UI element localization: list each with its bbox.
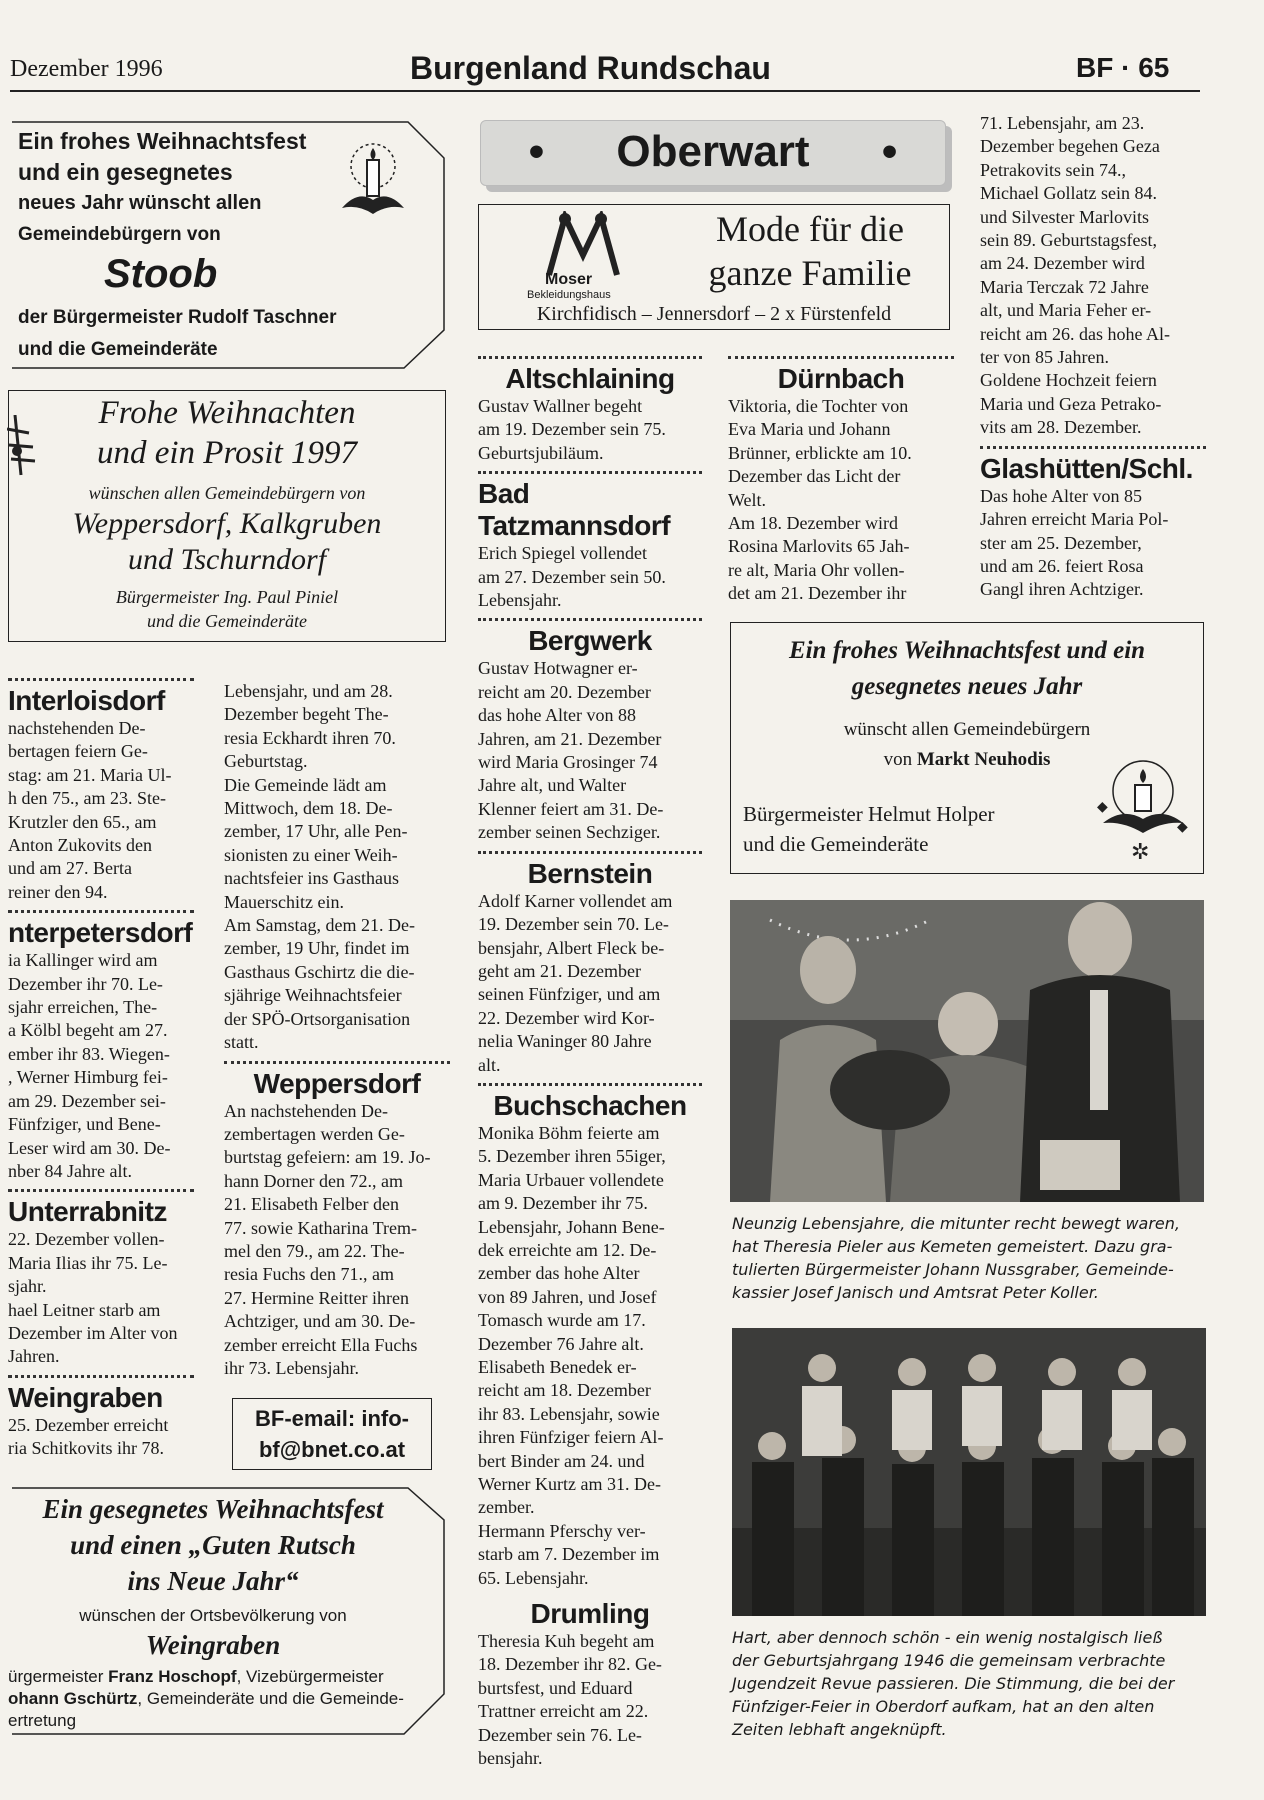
candle-icon — [338, 138, 408, 228]
moser-logo-icon — [545, 211, 621, 279]
divider — [478, 851, 702, 854]
wg-name: ohann Gschürtz — [8, 1689, 138, 1708]
section-body — [478, 1122, 702, 1590]
svg-text:◆: ◆ — [1097, 799, 1108, 815]
moser-headline: Mode für die — [716, 209, 904, 249]
text-line: und Silvester Marlovits — [980, 206, 1149, 227]
text-line: Fünfziger, und Bene- — [8, 1114, 161, 1135]
moser-headline: ganze Familie — [708, 253, 912, 293]
section-heading: Interloisdorf — [8, 685, 165, 716]
divider — [8, 1189, 194, 1192]
wepp-line1: Frohe Weihnachten — [98, 395, 356, 431]
text-line: det am 21. Dezember ihr — [728, 583, 907, 604]
text-line: alt. — [478, 1054, 501, 1075]
column-4 — [728, 356, 954, 606]
stoob-signoff: der Bürgermeister Rudolf Taschner — [18, 307, 337, 328]
stoob-line: Ein frohes Weihnachtsfest — [18, 128, 307, 154]
text-line: Jahre alt, und Walter — [478, 775, 627, 796]
nh-line3: wünscht allen Gemeindebürgern — [843, 719, 1091, 740]
text-line: Jahren, am 21. Dezember — [478, 728, 662, 749]
wepp-line4: Weppersdorf, Kalkgruben — [72, 507, 382, 540]
text-line: Lebensjahr, Johann Bene- — [478, 1216, 665, 1237]
stoob-line: Gemeindebürgern von — [18, 224, 221, 245]
wg-name: Franz Hoschopf — [108, 1667, 237, 1686]
text-line: Lebensjahr. — [478, 590, 562, 611]
text-line: Dezember im Alter von — [8, 1322, 178, 1343]
email-box — [232, 1398, 432, 1470]
nh-town: Markt Neuhodis — [916, 749, 1051, 770]
page-number: BF · 65 — [1076, 52, 1170, 83]
header-date: Dezember 1996 — [10, 56, 163, 82]
text-line: Dezember 76 Jahre alt. — [478, 1333, 644, 1354]
caption-line: hat Theresia Pieler aus Kemeten gemeistert. Dazu gra- — [732, 1237, 1173, 1256]
text-line: Das hohe Alter von 85 — [980, 485, 1142, 506]
text-line: h den 75., am 23. Ste- — [8, 788, 166, 809]
text-line: ihr 83. Lebensjahr, sowie — [478, 1403, 660, 1424]
section-heading: Glashütten/Schl. — [980, 452, 1193, 484]
text-line: bensjahr, Albert Fleck be- — [478, 937, 665, 958]
wg-text: ürgermeister — [8, 1667, 109, 1686]
text-line: wird Maria Grosinger 74 — [478, 752, 658, 773]
section-heading: Bad Tatzmannsdorf — [478, 478, 671, 542]
wg-line1: Ein gesegnetes Weihnachtsfest — [42, 1494, 384, 1524]
text-line: 5. Dezember ihren 55iger, — [478, 1146, 666, 1167]
wg-line4: wünschen der Ortsbevölkerung von — [79, 1606, 347, 1625]
text-line: Welt. — [728, 489, 767, 510]
text-line: dek erreichte am 12. De- — [478, 1239, 657, 1260]
wepp-line3: wünschen allen Gemeindebürgern von — [88, 483, 366, 503]
text-line: zember seinen Sechziger. — [478, 822, 661, 843]
text-line: Rosina Marlovits 65 Jah- — [728, 536, 910, 557]
section-heading: Bernstein — [527, 857, 653, 889]
text-line: Petrakovits sein 74., — [980, 159, 1126, 180]
text-line: am 29. Dezember sei- — [8, 1090, 166, 1111]
text-line: Geburtstag. — [224, 751, 308, 772]
bullet-icon: • — [528, 127, 545, 176]
section-body — [478, 657, 702, 844]
text-line: zember, 17 Uhr, alle Pen- — [224, 821, 408, 842]
section-body — [8, 717, 194, 904]
photo-group — [732, 1328, 1206, 1616]
photo-jubilee-image — [730, 900, 1204, 1202]
text-line: Monika Böhm feierte am — [478, 1122, 660, 1143]
moser-logo-text: Moser — [545, 271, 593, 288]
nh-line1: Ein frohes Weihnachtsfest und ein — [788, 637, 1146, 664]
text-line: Tomasch wurde am 17. — [478, 1310, 646, 1331]
text-line: Am 18. Dezember wird — [728, 513, 898, 534]
stoob-signoff: und die Gemeinderäte — [18, 339, 218, 360]
text-line: ia Kallinger wird am — [8, 950, 158, 971]
text-line: nelia Waninger 80 Jahre — [478, 1031, 652, 1052]
divider — [8, 1375, 194, 1378]
nh-line5: Bürgermeister Helmut Holper — [743, 802, 995, 826]
text-line: 77. sowie Katharina Trem- — [224, 1217, 417, 1238]
text-line: Dezember begeht The- — [224, 704, 389, 725]
text-line: 18. Dezember ihr 82. Ge- — [478, 1654, 662, 1675]
stoob-ad — [8, 118, 446, 372]
text-line: zember. — [478, 1497, 535, 1518]
section-heading: nterpetersdorf — [8, 917, 193, 949]
wg-text: , Vizebürgermeister — [236, 1667, 384, 1686]
text-line: sein 89. Geburtstagsfest, — [980, 230, 1157, 251]
text-line: nachstehenden De- — [8, 718, 146, 738]
nh-line2: gesegnetes neues Jahr — [851, 673, 1083, 700]
text-line: am 24. Dezember wird — [980, 253, 1145, 274]
caption-line: Hart, aber dennoch schön - ein wenig nostalgisch ließ — [732, 1628, 1163, 1647]
text-line: ster am 25. Dezember, — [980, 532, 1142, 553]
section-body — [224, 680, 450, 1055]
text-line: a Kölbl begeht am 27. — [8, 1020, 168, 1041]
text-line: re alt, Maria Ohr vollen- — [728, 559, 905, 580]
text-line: burtsfest, und Eduard — [478, 1677, 633, 1698]
text-line: Maria und Geza Petrako- — [980, 393, 1162, 414]
text-line: Am Samstag, dem 21. De- — [224, 915, 415, 936]
bullet-icon: • — [881, 127, 898, 176]
text-line: 22. Dezember wird Kor- — [478, 1007, 655, 1028]
header-rule — [10, 90, 1200, 92]
text-line: hael Leitner starb am — [8, 1299, 161, 1320]
text-line: sjahr erreichen, The- — [8, 997, 158, 1018]
wg-line6 — [8, 1666, 404, 1688]
text-line: starb am 7. Dezember im — [478, 1544, 660, 1565]
text-line: Krutzler den 65., am — [8, 811, 157, 832]
text-line: Werner Kurtz am 31. De- — [478, 1474, 661, 1495]
text-line: zember das hohe Alter — [478, 1263, 640, 1284]
wg-line5: Weingraben — [145, 1630, 281, 1660]
wg-line8: ertretung — [8, 1711, 77, 1730]
text-line: Klenner feiert am 31. De- — [478, 798, 664, 819]
email-line: BF-email: info- — [255, 1406, 409, 1432]
section-body — [8, 1228, 194, 1368]
svg-text:◆: ◆ — [1177, 819, 1188, 835]
text-line: Achtziger, und am 30. De- — [224, 1311, 416, 1332]
divider — [478, 618, 702, 621]
text-line: 65. Lebensjahr. — [478, 1567, 589, 1588]
text-line: nber 84 Jahre alt. — [8, 1160, 132, 1181]
text-line: 25. Dezember erreicht — [8, 1414, 169, 1435]
text-line: der SPÖ-Ortsorganisation — [224, 1008, 411, 1029]
wg-line7 — [8, 1688, 404, 1710]
section-body — [8, 949, 194, 1183]
text-line: Anton Zukovits den — [8, 835, 152, 856]
text-line: Eva Maria und Johann — [728, 419, 891, 440]
nh-text: von — [883, 749, 917, 770]
column-2 — [224, 680, 450, 1470]
caption-line: tulierten Bürgermeister Johann Nussgraber, Gemeinde- — [732, 1260, 1174, 1279]
text-line: Leser wird am 30. De- — [8, 1137, 171, 1158]
text-line: am 9. Dezember ihr 75. — [478, 1193, 648, 1214]
oberwart-banner — [480, 120, 946, 186]
section-heading: Bergwerk — [528, 625, 652, 657]
weingraben-ad — [8, 1484, 448, 1738]
photo-jubilee-caption — [732, 1212, 1206, 1304]
text-line: stag: am 21. Maria Ul- — [8, 764, 172, 785]
page-title: Burgenland Rundschau — [410, 50, 771, 86]
text-line: am 27. Dezember sein 50. — [478, 566, 666, 587]
divider — [478, 1083, 702, 1086]
photo-jubilee — [730, 900, 1204, 1202]
text-line: Gustav Wallner begeht — [478, 396, 643, 416]
text-line: Maria Ilias ihr 75. Le- — [8, 1252, 168, 1273]
text-line: Lebensjahr, und am 28. — [224, 681, 393, 701]
divider — [8, 910, 194, 913]
wg-text: , Gemeinderäte und die Gemeinde- — [137, 1689, 404, 1708]
text-line: ihren Fünfziger feiern Al- — [478, 1427, 664, 1448]
text-line: reiner den 94. — [8, 881, 108, 902]
text-line: hann Dorner den 72., am — [224, 1170, 403, 1191]
neuhodis-ad — [730, 622, 1204, 874]
text-line: 21. Elisabeth Felber den — [224, 1194, 399, 1215]
text-line: 27. Hermine Reitter ihren — [224, 1287, 409, 1308]
text-line: 22. Dezember vollen- — [8, 1229, 165, 1250]
text-line: Dezember sein 76. Le- — [478, 1724, 642, 1745]
text-line: und am 27. Berta — [8, 858, 132, 879]
text-line: 71. Lebensjahr, am 23. — [980, 113, 1145, 133]
caption-line: der Geburtsjahrgang 1946 die gemeinsam verbrachte — [732, 1651, 1166, 1670]
text-line: und am 26. feiert Rosa — [980, 555, 1144, 576]
section-heading: Drumling — [530, 1598, 650, 1630]
text-line: An nachstehenden De- — [224, 1100, 388, 1121]
text-line: Mittwoch, dem 18. De- — [224, 798, 393, 819]
stoob-line: und ein gesegnetes — [18, 159, 233, 185]
moser-ad — [478, 204, 950, 330]
text-line: ember ihr 83. Wiegen- — [8, 1043, 170, 1064]
moser-locations: Kirchfidisch – Jennersdorf – 2 x Fürstenfeld — [536, 303, 892, 325]
wepp-line5: und Tschurndorf — [127, 543, 327, 576]
photo-group-caption — [732, 1626, 1206, 1741]
text-line: bert Binder am 24. und — [478, 1450, 645, 1471]
section-body — [728, 395, 954, 606]
oberwart-title: Oberwart — [616, 127, 810, 176]
text-line: ria Schitkovits ihr 78. — [8, 1438, 164, 1459]
text-line: statt. — [224, 1032, 259, 1053]
text-line: Hermann Pferschy ver- — [478, 1520, 646, 1541]
divider — [980, 446, 1206, 449]
text-line: Brünner, erblickte am 10. — [728, 442, 912, 463]
text-line: sjährige Weihnachtsfeier — [224, 985, 402, 1006]
caption-line: Fünfziger-Feier in Oberdorf aufkam, hat an den alten — [732, 1697, 1155, 1716]
section-heading: Unterrabnitz — [8, 1196, 167, 1228]
text-line: ihr 73. Lebensjahr. — [224, 1357, 359, 1378]
text-line: Maria Urbauer vollendete — [478, 1169, 664, 1190]
divider — [728, 356, 954, 359]
text-line: Jahren erreicht Maria Pol- — [980, 509, 1169, 530]
text-line: reicht am 20. Dezember — [478, 681, 651, 702]
text-line: Viktoria, die Tochter von — [728, 396, 909, 416]
text-line: Adolf Karner vollendet am — [478, 890, 673, 911]
column-1 — [8, 678, 194, 1461]
text-line: vits am 28. Dezember. — [980, 417, 1142, 438]
wg-line2: und einen „Guten Rutsch — [70, 1530, 356, 1560]
text-line: Erich Spiegel vollendet — [478, 543, 647, 564]
text-line: seinen Fünfziger, und am — [478, 984, 661, 1005]
caption-line: Neunzig Lebensjahre, die mitunter recht bewegt waren, — [732, 1214, 1180, 1233]
text-line: von 89 Jahren, und Josef — [478, 1286, 657, 1307]
text-line: Dezember begehen Geza — [980, 136, 1160, 157]
stoob-line: neues Jahr wünscht allen — [18, 192, 262, 214]
divider — [478, 356, 702, 359]
text-line: Dezember das Licht der — [728, 466, 901, 487]
text-line: reicht am 26. das hohe Al- — [980, 323, 1170, 344]
column-5 — [980, 112, 1206, 602]
divider — [224, 1061, 450, 1064]
text-line: Michael Gollatz sein 84. — [980, 183, 1157, 204]
section-body — [478, 1630, 702, 1770]
photo-group-image — [732, 1328, 1206, 1616]
section-body — [478, 542, 702, 612]
text-line: Elisabeth Benedek er- — [478, 1357, 637, 1377]
moser-sub: Bekleidungshaus — [527, 289, 611, 301]
text-line: alt, und Maria Feher er- — [980, 300, 1152, 321]
section-heading: Altschlaining — [505, 363, 675, 394]
section-heading: Weppersdorf — [253, 1067, 421, 1099]
text-line: Dezember ihr 70. Le- — [8, 973, 163, 994]
section-body — [980, 112, 1206, 440]
text-line: nachtsfeier ins Gasthaus — [224, 868, 399, 889]
wepp-line7: und die Gemeinderäte — [147, 611, 307, 631]
email-link[interactable]: bf@bnet.co.at — [258, 1437, 406, 1463]
divider — [478, 471, 702, 474]
column-3 — [478, 356, 702, 1771]
text-line: Die Gemeinde lädt am — [224, 774, 387, 795]
candle-wreath-icon — [1093, 745, 1193, 863]
text-line: resia Eckhardt ihren 70. — [224, 727, 396, 748]
text-line: Theresia Kuh begeht am — [478, 1631, 655, 1652]
section-heading: Weingraben — [8, 1381, 163, 1413]
text-line: bensjahr. — [478, 1748, 543, 1769]
wepp-line6: Bürgermeister Ing. Paul Piniel — [115, 587, 339, 607]
text-line: sionisten zu einer Weih- — [224, 844, 398, 865]
text-line: 19. Dezember sein 70. Le- — [478, 914, 669, 935]
text-line: das hohe Alter von 88 — [478, 705, 636, 726]
section-body — [478, 395, 702, 465]
text-line: reicht am 18. Dezember — [478, 1380, 651, 1401]
text-line: Maria Terczak 72 Jahre — [980, 276, 1149, 297]
text-line: , Werner Himburg fei- — [8, 1067, 168, 1088]
text-line: zember erreicht Ella Fuchs — [224, 1334, 418, 1355]
text-line: geht am 21. Dezember — [478, 960, 641, 981]
section-body — [8, 1414, 194, 1461]
text-line: am 19. Dezember sein 75. — [478, 419, 666, 440]
divider — [8, 678, 194, 681]
text-line: resia Fuchs den 71., am — [224, 1264, 394, 1285]
section-heading: Buchschachen — [493, 1089, 687, 1121]
weppersdorf-ad — [8, 390, 446, 642]
text-line: Gangl ihren Achtziger. — [980, 579, 1144, 600]
text-line: zember, 19 Uhr, findet im — [224, 938, 410, 959]
text-line: Gasthaus Gschirtz die die- — [224, 961, 415, 982]
section-body — [224, 1100, 450, 1381]
text-line: Goldene Hochzeit feiern — [980, 370, 1157, 391]
text-line: Gustav Hotwagner er- — [478, 658, 638, 679]
text-line: sjahr. — [8, 1276, 47, 1297]
caption-line: Jugendzeit Revue passieren. Die Stimmung, die bei der — [732, 1674, 1175, 1693]
text-line: Trattner erreicht am 22. — [478, 1701, 649, 1722]
caption-line: kassier Josef Janisch und Amtsrat Peter Koller. — [732, 1283, 1099, 1302]
text-line: zembertagen werden Ge- — [224, 1123, 405, 1144]
svg-text:✲: ✲ — [1131, 840, 1150, 863]
text-line: Jahren. — [8, 1346, 60, 1367]
section-body — [478, 890, 702, 1077]
nh-line6: und die Gemeinderäte — [743, 832, 929, 856]
text-line: Geburtsjubiläum. — [478, 442, 604, 463]
text-line: bertagen feiern Ge- — [8, 741, 148, 762]
text-line: Mauerschitz ein. — [224, 891, 344, 912]
wepp-line2: und ein Prosit 1997 — [96, 435, 358, 471]
section-heading: Dürnbach — [777, 363, 905, 394]
text-line: burtstag gefeiern: am 19. Jo- — [224, 1147, 431, 1168]
text-line: mel den 79., am 22. The- — [224, 1240, 405, 1261]
section-body — [980, 485, 1206, 602]
wg-line3: ins Neue Jahr“ — [127, 1566, 299, 1596]
stoob-town: Stoob — [104, 252, 218, 296]
caption-line: Zeiten lebhaft angeknüpft. — [732, 1720, 947, 1739]
text-line: ter von 85 Jahren. — [980, 347, 1109, 368]
